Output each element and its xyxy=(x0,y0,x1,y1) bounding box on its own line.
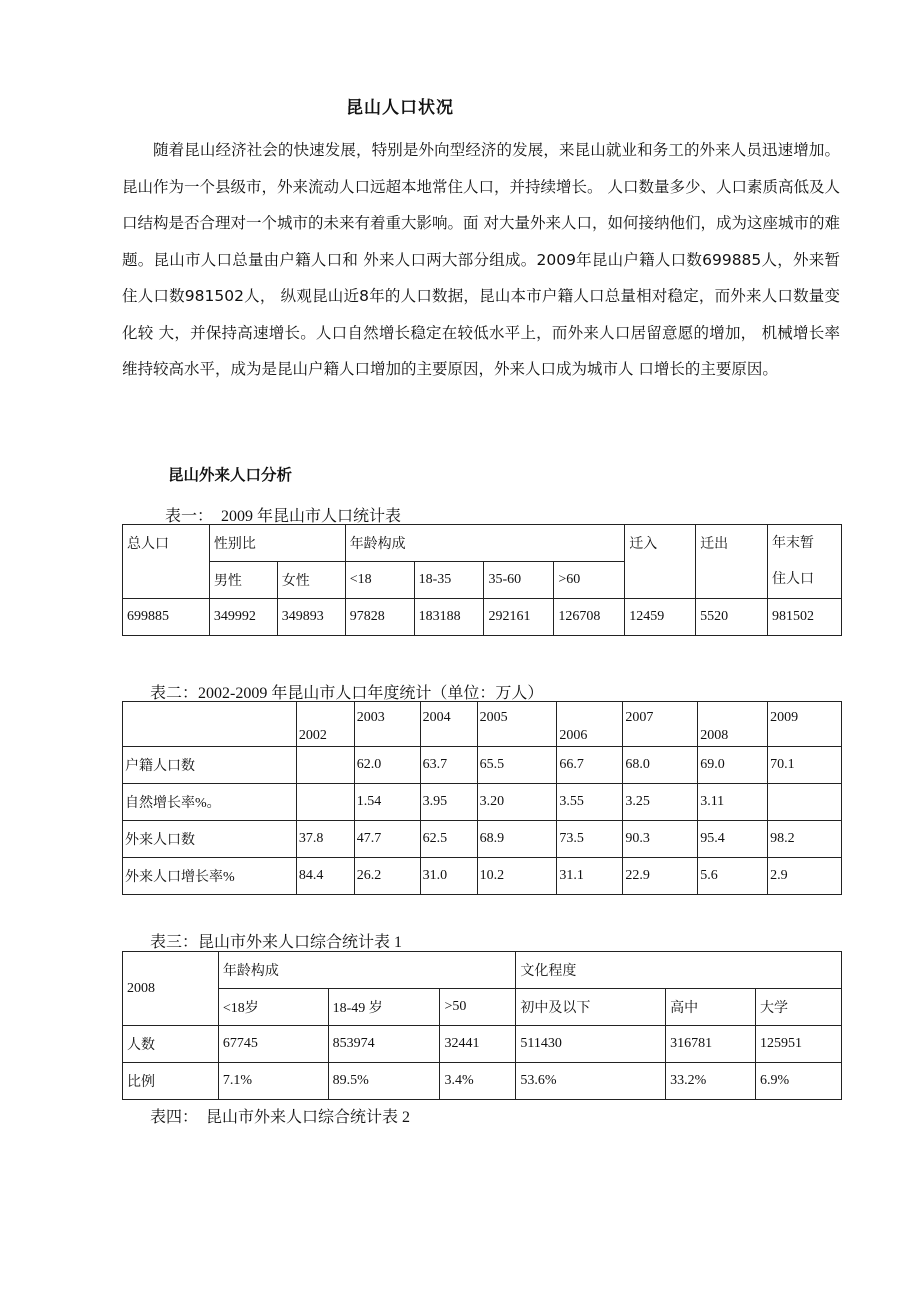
t2-year: 2006 xyxy=(557,702,623,747)
t2-cell: 37.8 xyxy=(296,821,354,858)
t3-row-label: 人数 xyxy=(123,1026,219,1063)
t3-cell: 7.1% xyxy=(218,1063,328,1100)
t2-year: 2008 xyxy=(698,702,768,747)
t2-cell: 63.7 xyxy=(420,747,477,784)
t3-sub: 初中及以下 xyxy=(516,989,666,1026)
t3-cell: 89.5% xyxy=(328,1063,440,1100)
t1-sub-age2: 18-35 xyxy=(414,562,484,599)
t2-cell: 31.1 xyxy=(557,858,623,895)
t3-cell: 511430 xyxy=(516,1026,666,1063)
page-title: 昆山人口状况 xyxy=(346,98,454,118)
t2-cell: 62.0 xyxy=(354,747,420,784)
t2-cell: 5.6 xyxy=(698,858,768,895)
t1-sub-age3: 35-60 xyxy=(484,562,554,599)
t2-cell: 3.55 xyxy=(557,784,623,821)
table-row xyxy=(123,1063,842,1100)
t2-cell: 98.2 xyxy=(768,821,842,858)
t1-cell: 12459 xyxy=(625,599,696,636)
t2-cell: 68.0 xyxy=(623,747,698,784)
t2-cell: 22.9 xyxy=(623,858,698,895)
t3-sub: 18-49 岁 xyxy=(328,989,440,1026)
t3-header-age: 年龄构成 xyxy=(218,952,516,989)
table1-caption: 表一： 2009 年昆山市人口统计表 xyxy=(165,508,402,525)
t3-cell: 53.6% xyxy=(516,1063,666,1100)
t1-header-age: 年龄构成 xyxy=(345,525,625,562)
t1-cell: 5520 xyxy=(696,599,768,636)
t2-year: 2004 xyxy=(420,702,477,747)
t1-header-out: 迁出 xyxy=(696,525,768,599)
t1-cell: 292161 xyxy=(484,599,554,636)
t1-sub-male: 男性 xyxy=(209,562,277,599)
t2-cell: 62.5 xyxy=(420,821,477,858)
t1-sub-age1: <18 xyxy=(345,562,414,599)
t3-year: 2008 xyxy=(123,952,219,1026)
t2-cell: 26.2 xyxy=(354,858,420,895)
table3 xyxy=(122,951,842,1100)
t1-header-temp-line2: 住人口 xyxy=(772,571,815,587)
t1-cell: 97828 xyxy=(345,599,414,636)
t3-cell: 125951 xyxy=(756,1026,842,1063)
t2-cell: 10.2 xyxy=(477,858,557,895)
t2-cell: 66.7 xyxy=(557,747,623,784)
t3-header-edu: 文化程度 xyxy=(516,952,842,989)
table-row xyxy=(123,747,842,784)
t2-year: 2002 xyxy=(296,702,354,747)
t2-cell xyxy=(768,784,842,821)
table-row xyxy=(123,858,842,895)
t2-year: 2009 xyxy=(768,702,842,747)
t3-cell: 853974 xyxy=(328,1026,440,1063)
section-subtitle: 昆山外来人口分析 xyxy=(168,466,293,484)
t3-cell: 6.9% xyxy=(756,1063,842,1100)
t1-sub-age4: >60 xyxy=(554,562,625,599)
t2-cell: 90.3 xyxy=(623,821,698,858)
t2-cell: 70.1 xyxy=(768,747,842,784)
t2-cell: 3.25 xyxy=(623,784,698,821)
table2-caption: 表二：2002-2009 年昆山市人口年度统计（单位：万人） xyxy=(150,685,544,702)
t3-row-label: 比例 xyxy=(123,1063,219,1100)
t1-cell: 349893 xyxy=(277,599,345,636)
t1-cell: 349992 xyxy=(209,599,277,636)
t2-corner xyxy=(123,702,297,747)
t3-cell: 316781 xyxy=(666,1026,756,1063)
table4-caption: 表四： 昆山市外来人口综合统计表 2 xyxy=(150,1109,411,1126)
t1-header-sex: 性别比 xyxy=(209,525,345,562)
t1-header-in: 迁入 xyxy=(625,525,696,599)
t2-cell: 3.11 xyxy=(698,784,768,821)
t2-cell: 73.5 xyxy=(557,821,623,858)
t2-cell: 69.0 xyxy=(698,747,768,784)
t1-header-temp xyxy=(768,525,842,599)
t2-row-label: 自然增长率%。 xyxy=(123,784,297,821)
t3-cell: 3.4% xyxy=(440,1063,516,1100)
t1-cell: 981502 xyxy=(768,599,842,636)
t2-cell: 31.0 xyxy=(420,858,477,895)
t2-cell: 3.95 xyxy=(420,784,477,821)
t2-cell: 2.9 xyxy=(768,858,842,895)
t2-year: 2003 xyxy=(354,702,420,747)
t1-sub-female: 女性 xyxy=(277,562,345,599)
t2-cell: 47.7 xyxy=(354,821,420,858)
table3-caption: 表三：昆山市外来人口综合统计表 1 xyxy=(150,934,403,951)
t3-cell: 32441 xyxy=(440,1026,516,1063)
intro-paragraph: 随着昆山经济社会的快速发展，特别是外向型经济的发展，来昆山就业和务工的外来人员迅速增加。昆山作为一个县级市，外来流动人口远超本地常住人口，并持续增长。 人口数量多少、人口素质高低及人口结构是否合理对一个城市的未来有着重大影响。面 对大量外来人口，如何接纳他们，成为这座城市的难题。昆山市人口总量由户籍人口和 外来人口两大部分组成。2009年昆山户籍人口数699885人，外来暂住人口数981502人， 纵观昆山近8年的人口数据，昆山本市户籍人口总量相对稳定，而外来人口数量变化较 大，并保持高速增长。人口自然增长稳定在较低水平上，而外来人口居留意愿的增加， 机械增长率维持较高水平，成为是昆山户籍人口增加的主要原因，外来人口成为城市人 口增长的主要原因。 xyxy=(122,141,840,378)
table-row xyxy=(123,821,842,858)
t2-cell: 1.54 xyxy=(354,784,420,821)
t3-sub: <18岁 xyxy=(218,989,328,1026)
t2-row-label: 外来人口数 xyxy=(123,821,297,858)
t3-cell: 67745 xyxy=(218,1026,328,1063)
t2-cell: 68.9 xyxy=(477,821,557,858)
t1-cell: 126708 xyxy=(554,599,625,636)
t1-header-temp-line1: 年末暂 xyxy=(772,535,815,551)
t2-row-label: 户籍人口数 xyxy=(123,747,297,784)
table-row xyxy=(123,1026,842,1063)
t2-year: 2007 xyxy=(623,702,698,747)
t2-cell: 95.4 xyxy=(698,821,768,858)
t2-cell: 84.4 xyxy=(296,858,354,895)
t2-cell xyxy=(296,747,354,784)
t1-cell: 699885 xyxy=(123,599,210,636)
table-row xyxy=(123,599,842,636)
t3-cell: 33.2% xyxy=(666,1063,756,1100)
table1 xyxy=(122,524,842,636)
t1-header-total: 总人口 xyxy=(123,525,210,599)
t1-cell: 183188 xyxy=(414,599,484,636)
table2 xyxy=(122,701,842,895)
t2-cell: 65.5 xyxy=(477,747,557,784)
t3-sub: 高中 xyxy=(666,989,756,1026)
t2-cell: 3.20 xyxy=(477,784,557,821)
table-row xyxy=(123,784,842,821)
t2-year: 2005 xyxy=(477,702,557,747)
t3-sub: 大学 xyxy=(756,989,842,1026)
t2-cell xyxy=(296,784,354,821)
t3-sub: >50 xyxy=(440,989,516,1026)
t2-row-label: 外来人口增长率% xyxy=(123,858,297,895)
